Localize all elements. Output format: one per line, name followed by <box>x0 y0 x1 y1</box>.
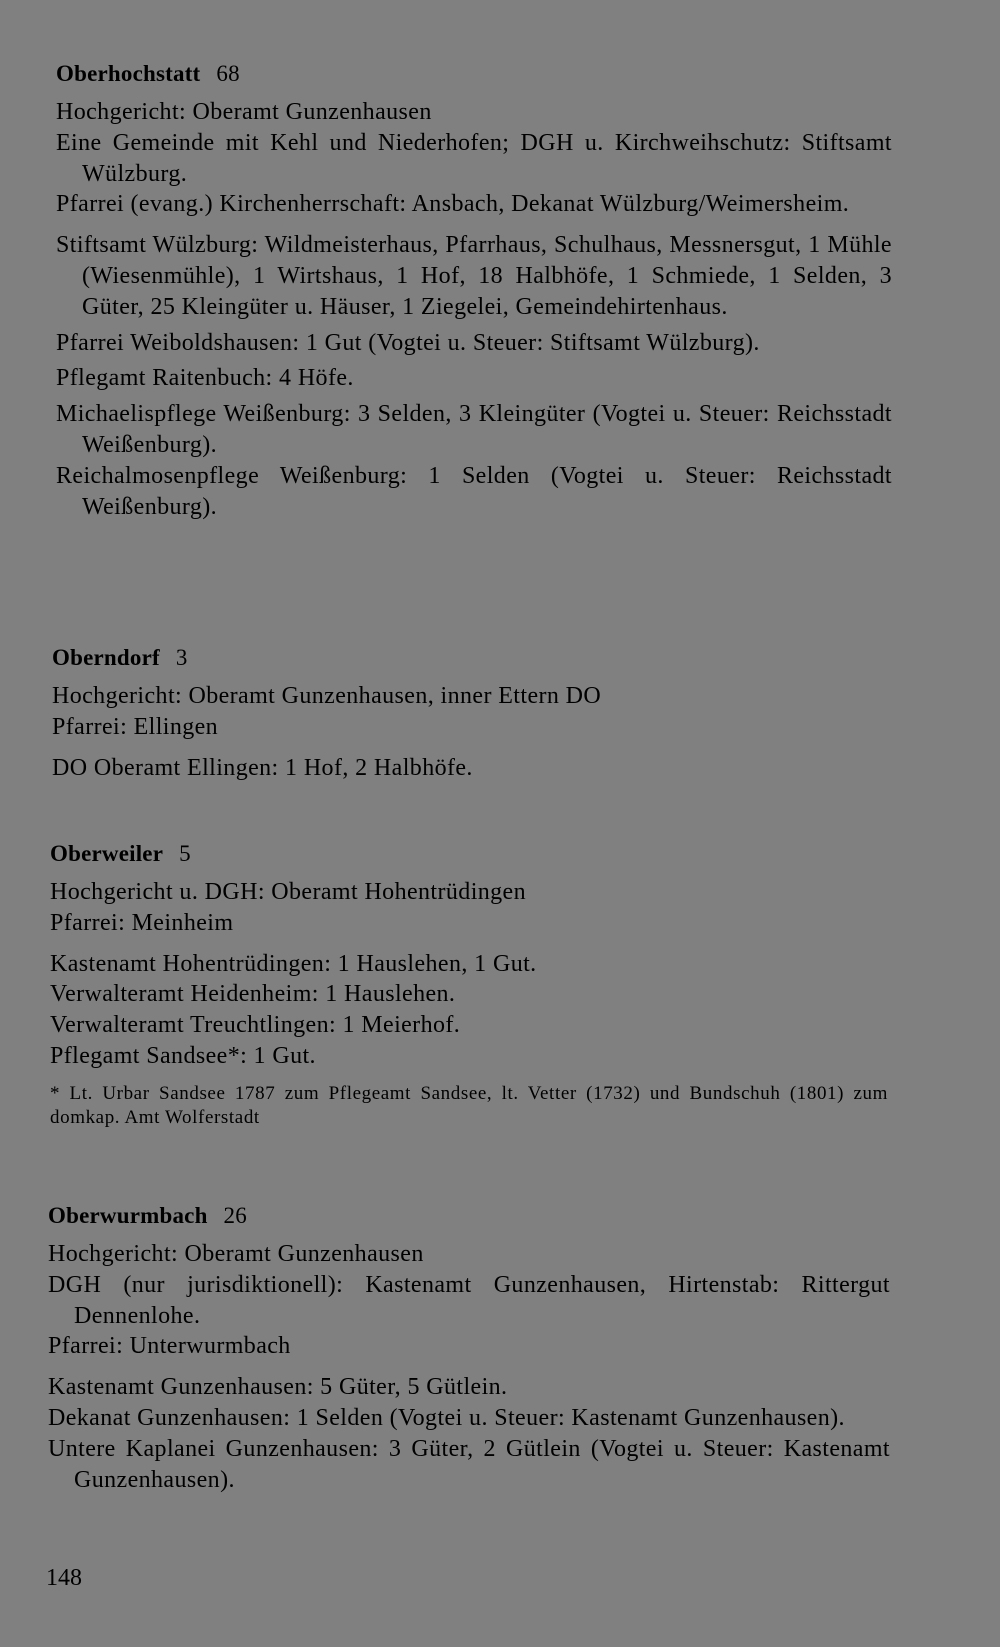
entry-number: 68 <box>216 61 240 86</box>
entry-number: 26 <box>223 1203 247 1228</box>
entry-number: 5 <box>179 841 191 866</box>
entry-name: Oberwurmbach <box>48 1203 208 1228</box>
entry-line: Kastenamt Gunzenhausen: 5 Güter, 5 Gütlein. <box>48 1374 508 1401</box>
entry-line: Eine Gemeinde mit Kehl und Niederhofen; DGH u. Kirchweihschutz: Stiftsamt Wülzburg. <box>56 129 892 187</box>
entry-line: Pfarrei (evang.) Kirchenherrschaft: Ansbach, Dekanat Wülzburg/Weimersheim. <box>56 191 850 218</box>
entry-line: Stiftsamt Wülzburg: Wildmeisterhaus, Pfarrhaus, Schulhaus, Messnersgut, 1 Mühle (Wiesenmühle), 1 Wirtshaus, 1 Hof, 18 Halbhöfe, 1 Schmiede, 1 Selden, 3 Güter, 25 Kleingüter u. Häuser, 1 Ziegelei, Gemeindehirtenhaus. <box>56 232 892 320</box>
entry-line: Untere Kaplanei Gunzenhausen: 3 Güter, 2 Gütlein (Vogtei u. Steuer: Kastenamt Gunzenhausen). <box>48 1435 890 1493</box>
entry-line: Kastenamt Hohentrüdingen: 1 Hauslehen, 1 Gut. <box>50 950 537 977</box>
entry-oberwurmbach <box>48 1201 890 1495</box>
entry-name: Oberweiler <box>50 841 164 866</box>
entry-line: DGH (nur jurisdiktionell): Kastenamt Gunzenhausen, Hirtenstab: Rittergut Dennenlohe. <box>48 1271 890 1329</box>
entry-line: Reichalmosenpflege Weißenburg: 1 Selden (Vogtei u. Steuer: Reichsstadt Weißenburg). <box>56 462 892 520</box>
entry-number: 3 <box>175 645 188 670</box>
entry-line: Pfarrei: Unterwurmbach <box>48 1333 291 1360</box>
entry-heading <box>56 59 892 89</box>
entry-oberhochstatt <box>56 59 892 522</box>
entry-line: Hochgericht u. DGH: Oberamt Hohentrüdingen <box>50 879 527 905</box>
entry-line: Hochgericht: Oberamt Gunzenhausen <box>48 1241 424 1267</box>
entry-line: Pfarrei: Meinheim <box>50 909 234 936</box>
entry-name: Oberndorf <box>52 645 160 670</box>
entry-line: Hochgericht: Oberamt Gunzenhausen, inner Ettern DO <box>52 683 602 709</box>
entry-oberndorf <box>52 643 890 783</box>
entry-line: Pflegamt Sandsee*: 1 Gut. <box>50 1042 316 1069</box>
entry-line: DO Oberamt Ellingen: 1 Hof, 2 Halbhöfe. <box>52 754 473 781</box>
entry-name: Oberhochstatt <box>56 61 201 86</box>
entry-heading <box>48 1201 890 1231</box>
entry-line: Michaelispflege Weißenburg: 3 Selden, 3 Kleingüter (Vogtei u. Steuer: Reichsstadt Weißenburg). <box>56 401 892 458</box>
footnote: * Lt. Urbar Sandsee 1787 zum Pflegeamt Sandsee, lt. Vetter (1732) und Bundschuh (1801) zum domkap. Amt Wolferstadt <box>50 1082 888 1128</box>
entry-heading <box>52 643 890 673</box>
entry-line: Pflegamt Raitenbuch: 4 Höfe. <box>56 365 354 392</box>
entry-line: Pfarrei: Ellingen <box>52 713 219 740</box>
entry-oberweiler <box>50 839 888 1130</box>
entry-line: Hochgericht: Oberamt Gunzenhausen <box>56 99 432 125</box>
page-number: 148 <box>46 1565 82 1591</box>
entry-line: Verwalteramt Heidenheim: 1 Hauslehen. <box>50 981 456 1008</box>
entry-heading <box>50 839 888 869</box>
entry-line: Verwalteramt Treuchtlingen: 1 Meierhof. <box>50 1012 461 1039</box>
entry-line: Dekanat Gunzenhausen: 1 Selden (Vogtei u. Steuer: Kastenamt Gunzenhausen). <box>48 1404 845 1431</box>
entry-line: Pfarrei Weiboldshausen: 1 Gut (Vogtei u. Steuer: Stiftsamt Wülzburg). <box>56 329 760 356</box>
